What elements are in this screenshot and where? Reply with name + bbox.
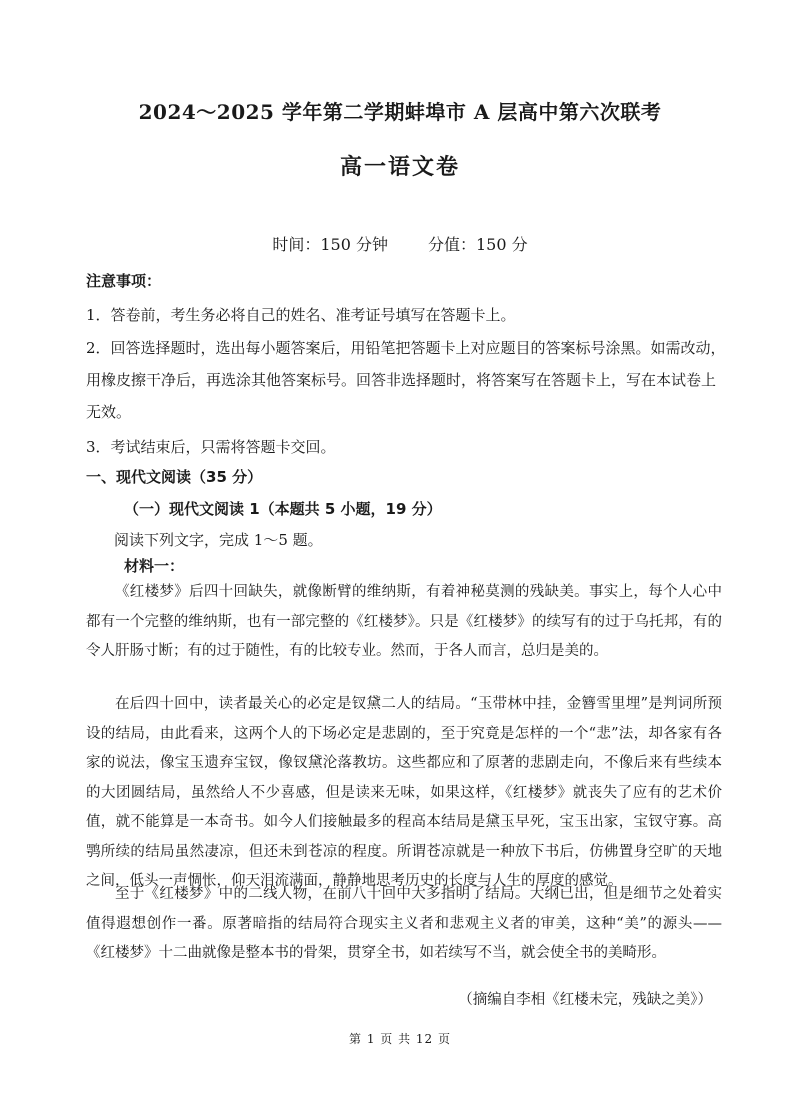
material-label: 材料一：: [124, 557, 185, 575]
reading-instruction: 阅读下列文字，完成 1～5 题。: [114, 531, 323, 549]
time-label: 时间：150 分钟: [272, 235, 388, 254]
material-source: （摘编自李相《红楼未完，残缺之美》）: [458, 992, 712, 1008]
notice-heading: 注意事项：: [86, 272, 162, 290]
section-heading: 一、现代文阅读（35 分）: [86, 468, 263, 486]
material-paragraph-2: 在后四十回中，读者最关心的必定是钗黛二人的结局。“玉带林中挂，金簪雪里埋”是判词所预设的结局，由此看来，这两个人的下场必定是悲剧的，至于究竟是怎样的一个“悲”法，却各家有各家的说法，像宝玉遗弃宝钗，像钗黛沦落教坊。这些都应和了原著的悲剧走向，不像后来有些续本的大团圆结局，虽然给人不少喜感，但是读来无味，如果这样，《红楼梦》就丧失了应有的艺术价值，就不能算是一本奇书。如今人们接触最多的程高本结局是黛玉早死，宝玉出家，宝钗守寡。高鹗所续的结局虽然凄凉，但还未到苍凉的程度。所谓苍凉就是一种放下书后，仿佛置身空旷的天地之间，低头一声惆怅，仰天泪流满面，静静地思考历史的长度与人生的厚度的感觉。: [86, 696, 722, 889]
exam-title: 2024～2025 学年第二学期蚌埠市 A 层高中第六次联考: [138, 100, 662, 124]
score-label: 分值：150 分: [428, 235, 528, 254]
material-paragraph-1: 《红楼梦》后四十回缺失，就像断臂的维纳斯，有着神秘莫测的残缺美。事实上，每个人心中都有一个完整的维纳斯，也有一部完整的《红楼梦》。只是《红楼梦》的续写有的过于乌托邦，有的令人肝肠寸断；有的过于随性，有的比较专业。然而，于各人而言，总归是美的。: [86, 584, 722, 659]
notice-item-3: 3．考试结束后，只需将答题卡交回。: [86, 438, 336, 456]
exam-subtitle: 高一语文卷: [339, 154, 460, 180]
exam-meta: [0, 232, 800, 255]
page-number: 第 1 页 共 12 页: [349, 1032, 451, 1046]
notice-item-1: 1．答卷前，考生务必将自己的姓名、准考证号填写在答题卡上。: [86, 306, 516, 324]
notice-item-2: 2．回答选择题时，选出每小题答案后，用铅笔把答题卡上对应题目的答案标号涂黑。如需改动，用橡皮擦干净后，再选涂其他答案标号。回答非选择题时，将答案写在答题卡上，写在本试卷上无效。: [86, 339, 726, 421]
part-heading: （一）现代文阅读 1（本题共 5 小题，19 分）: [124, 500, 442, 518]
material-paragraph-3: 至于《红楼梦》中的二线人物，在前八十回中大多指明了结局。大纲已出，但是细节之处着实值得遐想创作一番。原著暗指的结局符合现实主义者和悲观主义者的审美，这种“美”的源头——《红楼梦》十二曲就像是整本书的骨架，贯穿全书，如若续写不当，就会使全书的美畸形。: [86, 886, 722, 961]
